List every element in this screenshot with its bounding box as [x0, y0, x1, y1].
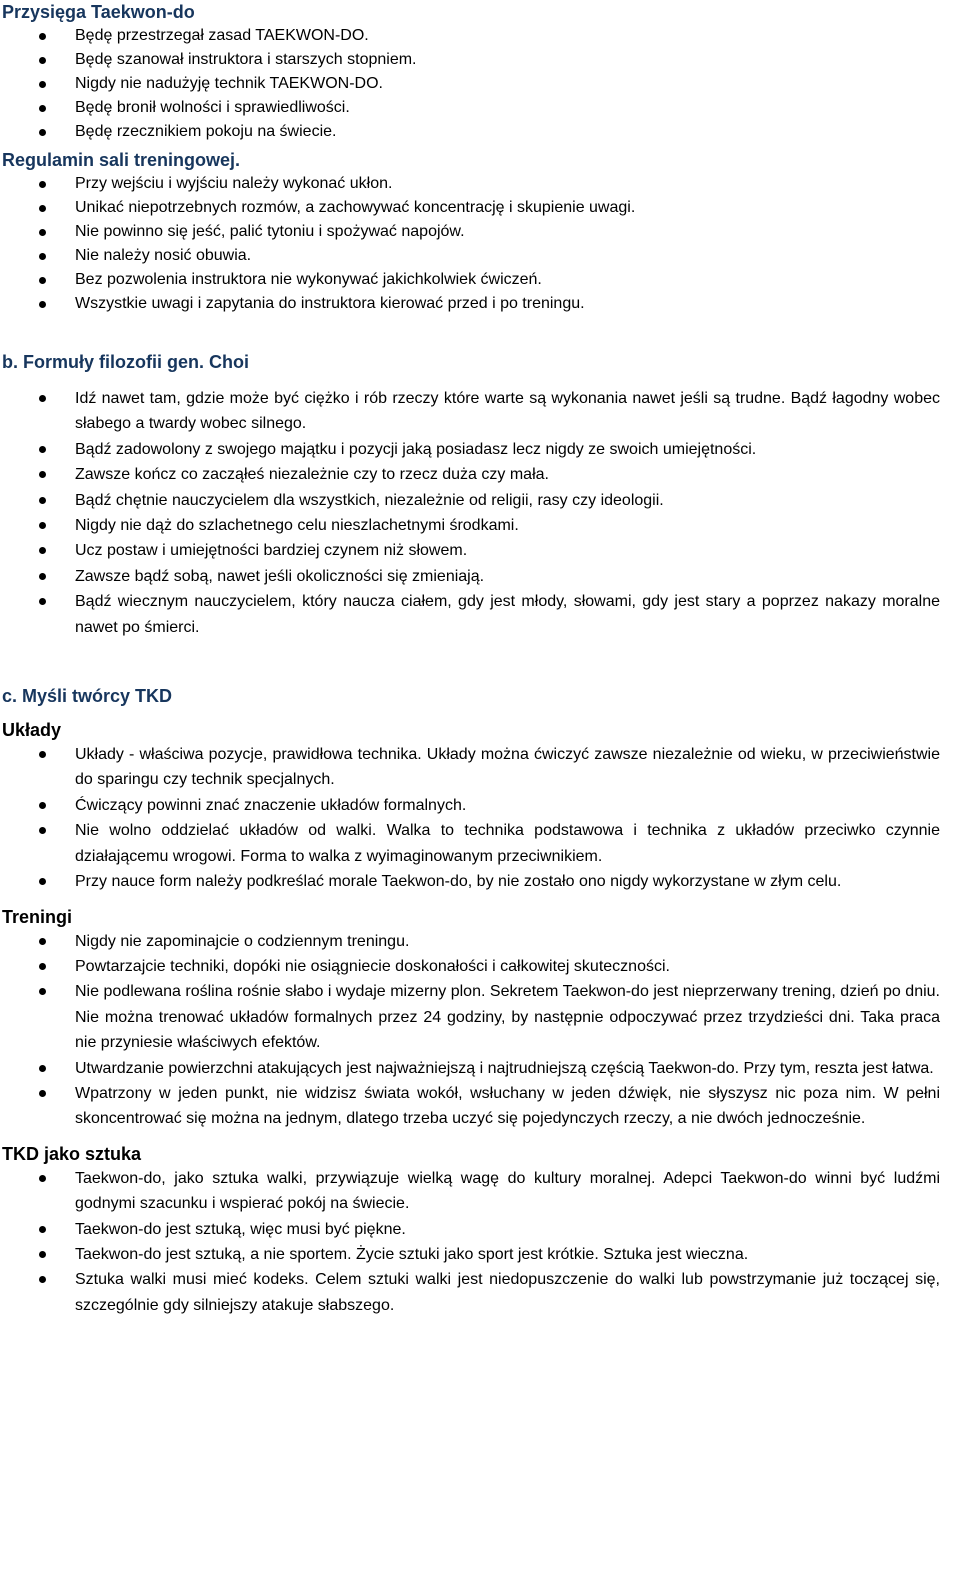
bullet-icon [39, 1065, 46, 1072]
bullet-icon [39, 1175, 46, 1182]
list-item: Nie powinno się jeść, palić tytoniu i spożywać napojów. [2, 220, 940, 244]
bullet-icon [39, 205, 46, 212]
section-title-thoughts: c. Myśli twórcy TKD [2, 686, 173, 707]
bullet-icon [39, 33, 46, 40]
bullet-icon [39, 57, 46, 64]
bullet-icon [39, 878, 46, 885]
section-title-art: TKD jako sztuka [2, 1143, 142, 1164]
bullet-icon [39, 181, 46, 188]
bullet-icon [39, 963, 46, 970]
list-item: Bądź wiecznym nauczycielem, który naucza ciałem, gdy jest młody, słowami, gdy jest stary a poprzez nakazy moralne nawet po śmierci. [2, 589, 940, 640]
bullet-icon [39, 301, 46, 308]
list-item: Utwardzanie powierzchni atakujących jest najważniejszą i najtrudniejszą częścią Taekwon-do. Przy tym, reszta jest łatwa. [2, 1056, 940, 1081]
list-item: Unikać niepotrzebnych rozmów, a zachowywać koncentrację i skupienie uwagi. [2, 196, 940, 220]
bullet-icon [39, 1276, 46, 1283]
list-item: Bądź zadowolony z swojego majątku i pozycji jaką posiadasz lecz nigdy ze swoich umiejętności. [2, 437, 940, 462]
bullet-icon [39, 573, 46, 580]
list-item: Przy nauce form należy podkreślać morale Taekwon-do, by nie zostało ono nigdy wykorzystane w złym celu. [2, 869, 940, 894]
list-item: Taekwon-do jest sztuką, więc musi być piękne. [2, 1217, 940, 1242]
list-item: Nigdy nie dąż do szlachetnego celu nieszlachetnymi środkami. [2, 513, 940, 538]
training-list [2, 929, 940, 1132]
list-item: Ucz postaw i umiejętności bardziej czynem niż słowem. [2, 538, 940, 563]
bullet-icon [39, 751, 46, 758]
list-item: Powtarzajcie techniki, dopóki nie osiągniecie doskonałości i całkowitej skuteczności. [2, 954, 940, 979]
list-item: Będę bronił wolności i sprawiedliwości. [2, 96, 940, 120]
list-item: Idź nawet tam, gdzie może być ciężko i rób rzeczy które warte są wykonania nawet jeśli są trudne. Bądź łagodny wobec słabego a twardy wobec silnego. [2, 386, 940, 437]
list-item: Zawsze bądź sobą, nawet jeśli okoliczności się zmieniają. [2, 564, 940, 589]
bullet-icon [39, 105, 46, 112]
bullet-icon [39, 938, 46, 945]
list-item: Wpatrzony w jeden punkt, nie widzisz świata wokół, wsłuchany w jeden dźwięk, nie słyszysz nic poza nim. W pełni skoncentrować się można na jednym, dlatego trzeba uczyć się pojedynczych rzeczy, a nie dwóch jednocześnie. [2, 1081, 940, 1132]
bullet-icon [39, 277, 46, 284]
section-title-training: Treningi [2, 906, 73, 927]
list-item: Zawsze kończ co zacząłeś niezależnie czy to rzecz duża czy mała. [2, 462, 940, 487]
list-item: Sztuka walki musi mieć kodeks. Celem sztuki walki jest niedopuszczenie do walki lub powstrzymanie już toczącej się, szczególnie gdy silniejszy atakuje słabszego. [2, 1267, 940, 1318]
list-item: Układy - właściwa pozycje, prawidłowa technika. Układy można ćwiczyć zawsze niezależnie od wieku, w przeciwieństwie do sparingu czy technik specjalnych. [2, 742, 940, 793]
bullet-icon [39, 598, 46, 605]
list-item: Nie podlewana roślina rośnie słabo i wydaje mizerny plon. Sekretem Taekwon-do jest nieprzerwany trening, dzień po dniu. Nie można trenować układów formalnych przez 24 godziny, by następnie odpoczywać przez trzydzieści dni. Taka praca nie przyniesie właściwych efektów. [2, 979, 940, 1055]
bullet-icon [39, 547, 46, 554]
list-item: Wszystkie uwagi i zapytania do instruktora kierować przed i po treningu. [2, 292, 940, 316]
philosophy-list [2, 386, 940, 640]
list-item: Nie należy nosić obuwia. [2, 244, 940, 268]
list-item: Przy wejściu i wyjściu należy wykonać ukłon. [2, 172, 940, 196]
section-title-forms: Układy [2, 720, 62, 741]
list-item: Bądź chętnie nauczycielem dla wszystkich, niezależnie od religii, rasy czy ideologii. [2, 488, 940, 513]
list-item: Taekwon-do, jako sztuka walki, przywiązuje wielką wagę do kultury moralnej. Adepci Taekwon-do winni być ludźmi godnymi szacunku i wspierać pokój na świecie. [2, 1166, 940, 1217]
rules-list [2, 172, 940, 316]
bullet-icon [39, 81, 46, 88]
section-title-rules: Regulamin sali treningowej. [2, 150, 241, 170]
section-title-oath: Przysięga Taekwon-do [2, 2, 195, 22]
list-item: Ćwiczący powinni znać znaczenie układów formalnych. [2, 793, 940, 818]
bullet-icon [39, 497, 46, 504]
list-item: Bez pozwolenia instruktora nie wykonywać jakichkolwiek ćwiczeń. [2, 268, 940, 292]
bullet-icon [39, 1090, 46, 1097]
list-item: Nigdy nie zapominajcie o codziennym treningu. [2, 929, 940, 954]
list-item: Nie wolno oddzielać układów od walki. Walka to technika podstawowa i technika z układów przeciwko czynnie działającemu wrogowi. Forma to walka z wyimaginowanym przeciwnikiem. [2, 818, 940, 869]
bullet-icon [39, 446, 46, 453]
list-item: Będę szanował instruktora i starszych stopniem. [2, 48, 940, 72]
bullet-icon [39, 129, 46, 136]
section-title-philosophy: b. Formuły filozofii gen. Choi [2, 352, 249, 372]
bullet-icon [39, 522, 46, 529]
bullet-icon [39, 229, 46, 236]
bullet-icon [39, 1226, 46, 1233]
oath-list [2, 24, 940, 144]
bullet-icon [39, 471, 46, 478]
forms-list [2, 742, 940, 894]
bullet-icon [39, 988, 46, 995]
bullet-icon [39, 802, 46, 809]
bullet-icon [39, 395, 46, 402]
bullet-icon [39, 827, 46, 834]
list-item: Taekwon-do jest sztuką, a nie sportem. Życie sztuki jako sport jest krótkie. Sztuka jest wieczna. [2, 1242, 940, 1267]
list-item: Będę przestrzegał zasad TAEKWON-DO. [2, 24, 940, 48]
art-list [2, 1166, 940, 1318]
list-item: Będę rzecznikiem pokoju na świecie. [2, 120, 940, 144]
bullet-icon [39, 1251, 46, 1258]
bullet-icon [39, 253, 46, 260]
list-item: Nigdy nie nadużyję technik TAEKWON-DO. [2, 72, 940, 96]
